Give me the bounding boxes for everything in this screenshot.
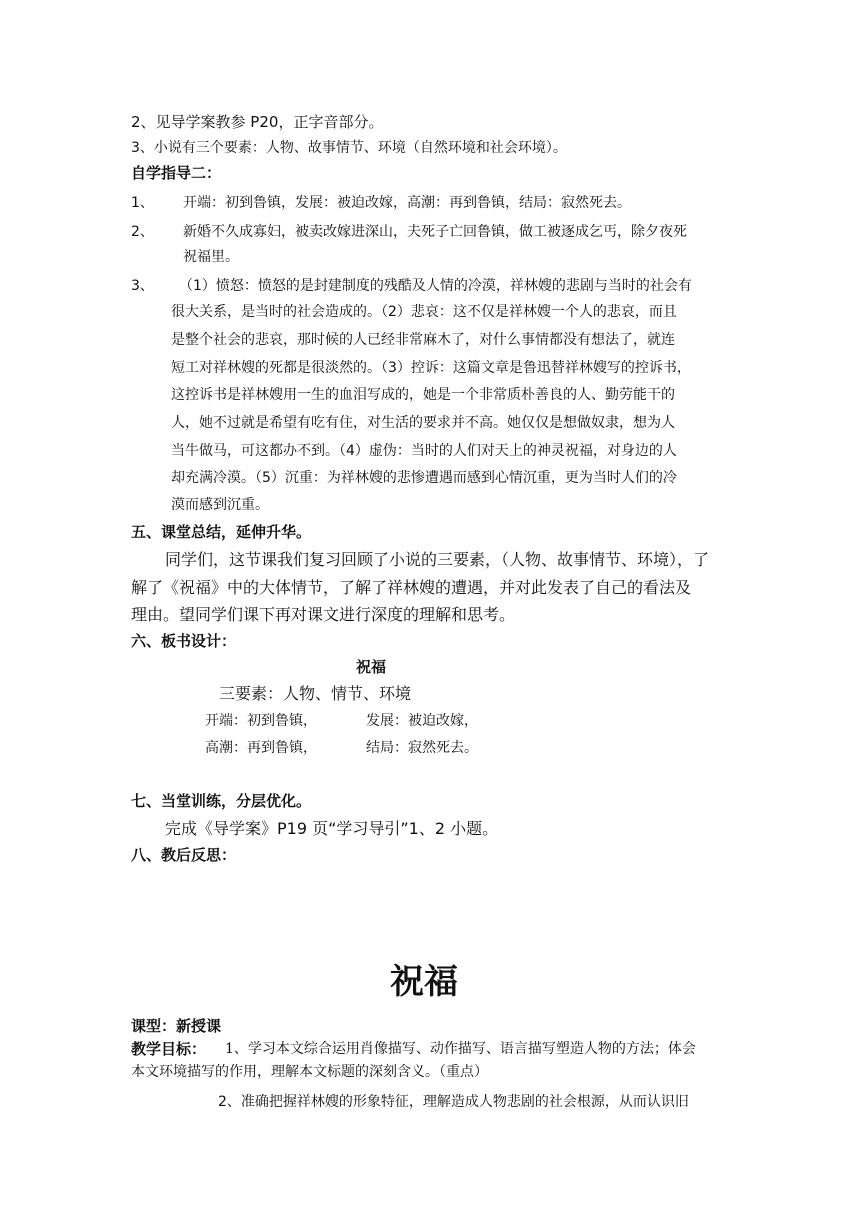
- section-heading-6: 六、板书设计：: [131, 632, 237, 650]
- board-title: 祝福: [356, 658, 387, 676]
- lesson-type: 课型：新授课: [131, 1017, 222, 1035]
- guide2-line-2a: 新婚不久成寡妇，被卖改嫁进深山，夫死子亡回鲁镇，做工被逐成乞丐，除夕夜死: [183, 224, 687, 240]
- guide2-line-3: 这控诉书是祥林嫂用一生的血泪写成的，她是一个非常质朴善良的人、勤劳能干的: [171, 387, 675, 403]
- guide2-line-3: 人，她不过就是希望有吃有住，对生活的要求并不高。她仅仅是想做奴隶，想为人: [171, 415, 675, 431]
- guide2-line-2b: 祝福里。: [183, 249, 239, 265]
- board-develop: 发展：被迫改嫁，: [366, 713, 478, 729]
- list-item-3: 3、小说有三个要素：人物、故事情节、环境（自然环境和社会环境）。: [131, 140, 567, 156]
- guide2-line-3: 短工对祥林嫂的死都是很淡然的。（3）控诉：这篇文章是鲁迅替祥林嫂写的控诉书，: [171, 360, 691, 376]
- board-ending: 结局：寂然死去。: [366, 740, 478, 756]
- guide2-line-1: 开端：初到鲁镇，发展：被迫改嫁，高潮：再到鲁镇，结局：寂然死去。: [183, 195, 631, 211]
- list-item-2: 2、见导学案教参 P20，正字音部分。: [131, 113, 384, 131]
- section7-body: 完成《导学案》P19 页“学习导引”1、2 小题。: [165, 819, 499, 838]
- goal-1-line-a: 1、学习本文综合运用肖像描写、动作描写、语言描写塑造人物的方法；体会: [225, 1041, 696, 1057]
- section5-paragraph: 解了《祝福》中的大体情节，了解了祥林嫂的遭遇，并对此发表了自己的看法及: [131, 578, 692, 597]
- guide2-line-3: 是整个社会的悲哀，那时候的人已经非常麻木了，对什么事情都没有想法了，就连: [171, 332, 675, 348]
- section-heading-guide2: 自学指导二：: [131, 164, 222, 182]
- goal-2-line: 2、准确把握祥林嫂的形象特征，理解造成人物悲剧的社会根源，从而认识旧: [218, 1094, 689, 1110]
- guide2-line-3: （1）愤怒：愤怒的是封建制度的残酷及人情的冷漠，祥林嫂的悲剧与当时的社会有: [179, 278, 692, 294]
- section-heading-7: 七、当堂训练，分层优化。: [131, 792, 312, 810]
- guide2-line-3: 却充满冷漠。（5）沉重：为祥林嫂的悲惨遭遇而感到心情沉重，更为当时人们的冷: [171, 470, 677, 486]
- board-elements: 三要素：人物、情节、环境: [219, 684, 412, 703]
- guide2-line-3: 当牛做马，可这都办不到。（4）虚伪：当时的人们对天上的神灵祝福，对身边的人: [171, 443, 677, 459]
- section-heading-5: 五、课堂总结，延伸升华。: [131, 523, 312, 541]
- list-number-1: 1、: [131, 195, 154, 211]
- lesson-title: 祝福: [390, 962, 458, 1002]
- guide2-line-3: 漠而感到沉重。: [171, 497, 269, 513]
- board-start: 开端：初到鲁镇，: [205, 713, 317, 729]
- list-number-3: 3、: [131, 278, 154, 294]
- section-heading-8: 八、教后反思：: [131, 846, 237, 864]
- section5-paragraph: 同学们，这节课我们复习回顾了小说的三要素，（人物、故事情节、环境），了: [165, 550, 710, 569]
- list-number-2: 2、: [131, 224, 154, 240]
- goal-1-line-b: 本文环境描写的作用，理解本文标题的深刻含义。（重点）: [131, 1064, 488, 1080]
- board-climax: 高潮：再到鲁镇，: [205, 740, 317, 756]
- goal-label: 教学目标：: [131, 1040, 207, 1058]
- guide2-line-3: 很大关系，是当时的社会造成的。（2）悲哀：这不仅是祥林嫂一个人的悲哀，而且: [171, 304, 677, 320]
- section5-paragraph: 理由。望同学们课下再对课文进行深度的理解和思考。: [131, 605, 516, 624]
